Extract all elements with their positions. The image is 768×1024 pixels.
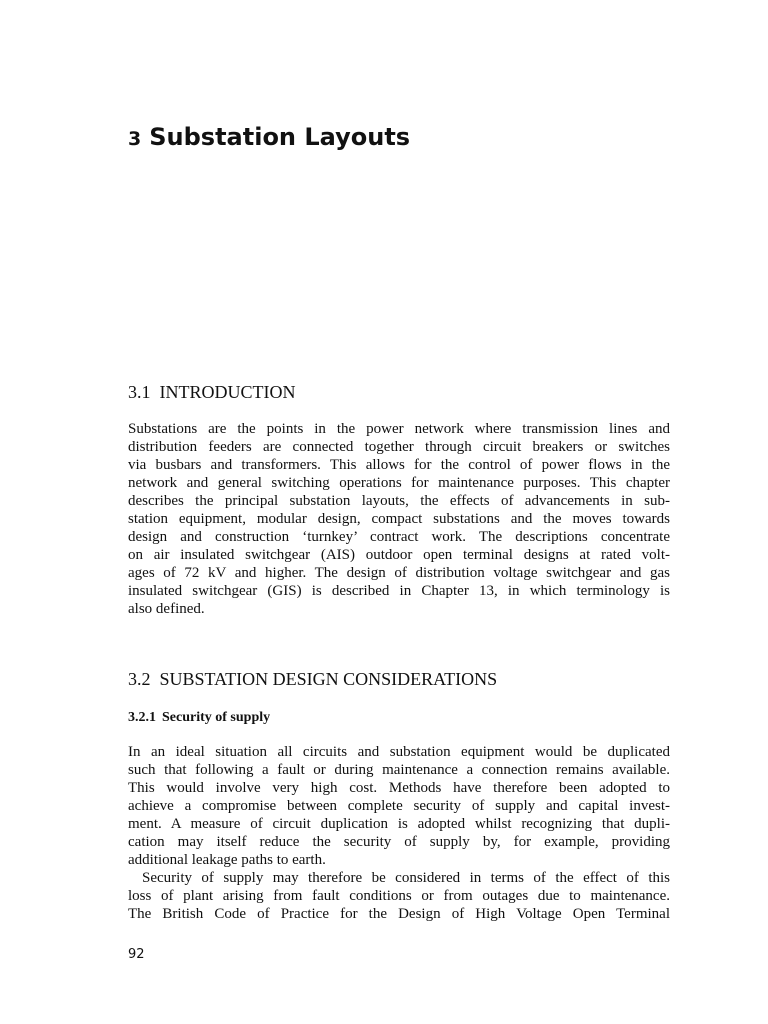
section-title: INTRODUCTION: [159, 382, 296, 402]
security-paragraph: [128, 743, 670, 923]
paragraph-line: The British Code of Practice for the Design of High Voltage Open Terminal: [128, 906, 670, 922]
paragraph-line: network and general switching operations for maintenance purposes. This chapter: [128, 475, 670, 491]
paragraph-line: via busbars and transformers. This allows for the control of power flows in the: [128, 457, 670, 473]
subsection-title: Security of supply: [162, 710, 271, 725]
section-number: 3.1: [128, 382, 151, 402]
section-title: SUBSTATION DESIGN CONSIDERATIONS: [159, 669, 498, 689]
section-heading-design-considerations: [128, 668, 497, 690]
paragraph-line: ages of 72 kV and higher. The design of distribution voltage switchgear and gas: [128, 565, 670, 581]
page-number: 92: [128, 947, 145, 962]
paragraph-line: station equipment, modular design, compact substations and the moves towards: [128, 511, 670, 527]
paragraph-line: describes the principal substation layouts, the effects of advancements in sub-: [128, 493, 670, 509]
paragraph-line: This would involve very high cost. Methods have therefore been adopted to: [128, 780, 670, 796]
chapter-title: [128, 118, 410, 158]
chapter-number: 3: [128, 128, 142, 150]
paragraph-line: on air insulated switchgear (AIS) outdoor open terminal designs at rated volt-: [128, 547, 670, 563]
paragraph-line: also defined.: [128, 601, 205, 617]
paragraph-line: additional leakage paths to earth.: [128, 852, 326, 868]
section-heading-introduction: [128, 381, 295, 403]
chapter-title-text: Substation Layouts: [149, 123, 411, 151]
introduction-paragraph: [128, 420, 670, 618]
section-number: 3.2: [128, 669, 151, 689]
subsection-heading-security-of-supply: [128, 709, 270, 727]
paragraph-line: ment. A measure of circuit duplication is adopted whilst recognizing that dupli-: [128, 816, 670, 832]
paragraph-line: Security of supply may therefore be considered in terms of the effect of this: [142, 870, 670, 886]
paragraph-line: insulated switchgear (GIS) is described in Chapter 13, in which terminology is: [128, 583, 670, 599]
paragraph-line: such that following a fault or during maintenance a connection remains available.: [128, 762, 670, 778]
subsection-number: 3.2.1: [128, 710, 156, 725]
paragraph-line: distribution feeders are connected together through circuit breakers or switches: [128, 439, 670, 455]
paragraph-line: design and construction ‘turnkey’ contract work. The descriptions concentrate: [128, 529, 670, 545]
paragraph-line: achieve a compromise between complete security of supply and capital invest-: [128, 798, 670, 814]
paragraph-line: In an ideal situation all circuits and substation equipment would be duplicated: [128, 744, 670, 760]
paragraph-line: loss of plant arising from fault conditions or from outages due to maintenance.: [128, 888, 670, 904]
paragraph-line: Substations are the points in the power network where transmission lines and: [128, 421, 670, 437]
paragraph-line: cation may itself reduce the security of supply by, for example, providing: [128, 834, 670, 850]
